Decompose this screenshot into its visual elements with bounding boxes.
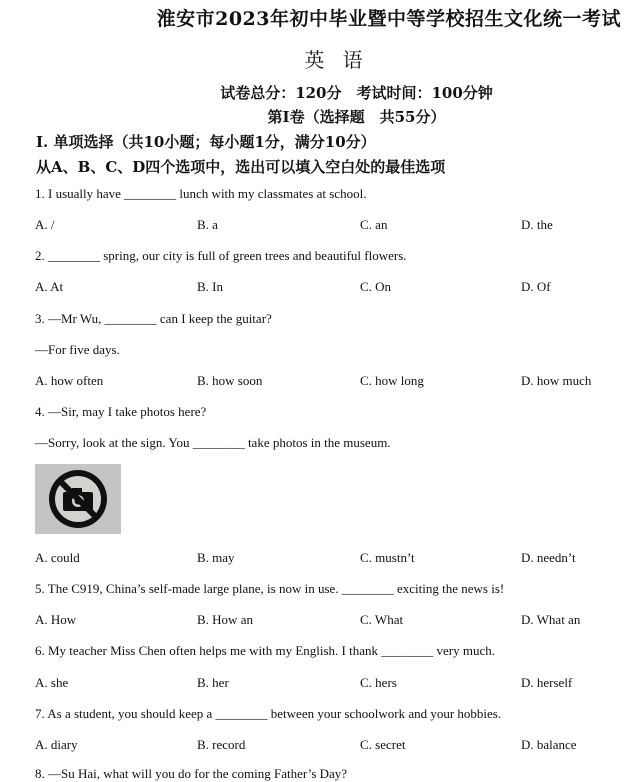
option-d: D. needn’t: [521, 550, 576, 565]
question-2-stem: 2. ________ spring, our city is full of green trees and beautiful flowers.: [35, 248, 407, 263]
option-c: C. mustn’t: [360, 550, 415, 565]
question-3-stem: 3. —Mr Wu, ________ can I keep the guitar?: [35, 311, 272, 326]
option-a: A. how often: [35, 373, 104, 388]
option-b: B. how soon: [197, 373, 263, 388]
option-a: A. diary: [35, 737, 78, 752]
option-a: A. At: [35, 279, 64, 294]
option-b: B. record: [197, 737, 246, 752]
option-c: C. an: [360, 217, 388, 232]
section-title: Ⅰ. 单项选择（共10小题；每小题1分，满分10分）: [36, 133, 376, 151]
exam-title: 淮安市2023年初中毕业暨中等学校招生文化统一考试: [156, 8, 621, 30]
option-a: A. How: [35, 612, 77, 627]
exam-info: 试卷总分：120分 考试时间：100分钟: [220, 84, 493, 102]
part-title: 第Ⅰ卷（选择题 共55分）: [267, 108, 446, 126]
option-a: A. could: [35, 550, 80, 565]
question-8-stem: 8. —Su Hai, what will you do for the coming Father’s Day?: [35, 766, 348, 781]
option-d: D. balance: [521, 737, 577, 752]
option-c: C. hers: [360, 675, 397, 690]
option-c: C. On: [360, 279, 392, 294]
section-instruction: 从A、B、C、D四个选项中，选出可以填入空白处的最佳选项: [36, 158, 446, 176]
no-camera-icon: [35, 464, 121, 534]
option-b: B. may: [197, 550, 235, 565]
option-c: C. how long: [360, 373, 424, 388]
option-d: D. Of: [521, 279, 551, 294]
question-4-stem: 4. —Sir, may I take photos here?: [35, 404, 207, 419]
option-b: B. her: [197, 675, 229, 690]
option-c: C. What: [360, 612, 404, 627]
no-camera-sign-image: [35, 464, 121, 534]
question-6-stem: 6. My teacher Miss Chen often helps me with my English. I thank ________ very much.: [35, 643, 495, 658]
question-4-response: —Sorry, look at the sign. You ________ take photos in the museum.: [35, 435, 391, 450]
question-3-response: —For five days.: [35, 342, 120, 357]
question-5-stem: 5. The C919, China’s self-made large plane, is now in use. ________ exciting the news is!: [35, 581, 505, 596]
option-d: D. What an: [521, 612, 581, 627]
option-b: B. How an: [197, 612, 253, 627]
option-b: B. In: [197, 279, 223, 294]
option-d: D. the: [521, 217, 553, 232]
question-1-stem: 1. I usually have ________ lunch with my classmates at school.: [35, 186, 367, 201]
option-a: A. she: [35, 675, 69, 690]
option-a: A. /: [35, 217, 55, 232]
subject-title: 英 语: [304, 48, 369, 72]
option-c: C. secret: [360, 737, 406, 752]
option-d: D. herself: [521, 675, 573, 690]
option-d: D. how much: [521, 373, 592, 388]
option-b: B. a: [197, 217, 218, 232]
question-7-stem: 7. As a student, you should keep a ________ between your schoolwork and your hobbies.: [35, 706, 502, 721]
